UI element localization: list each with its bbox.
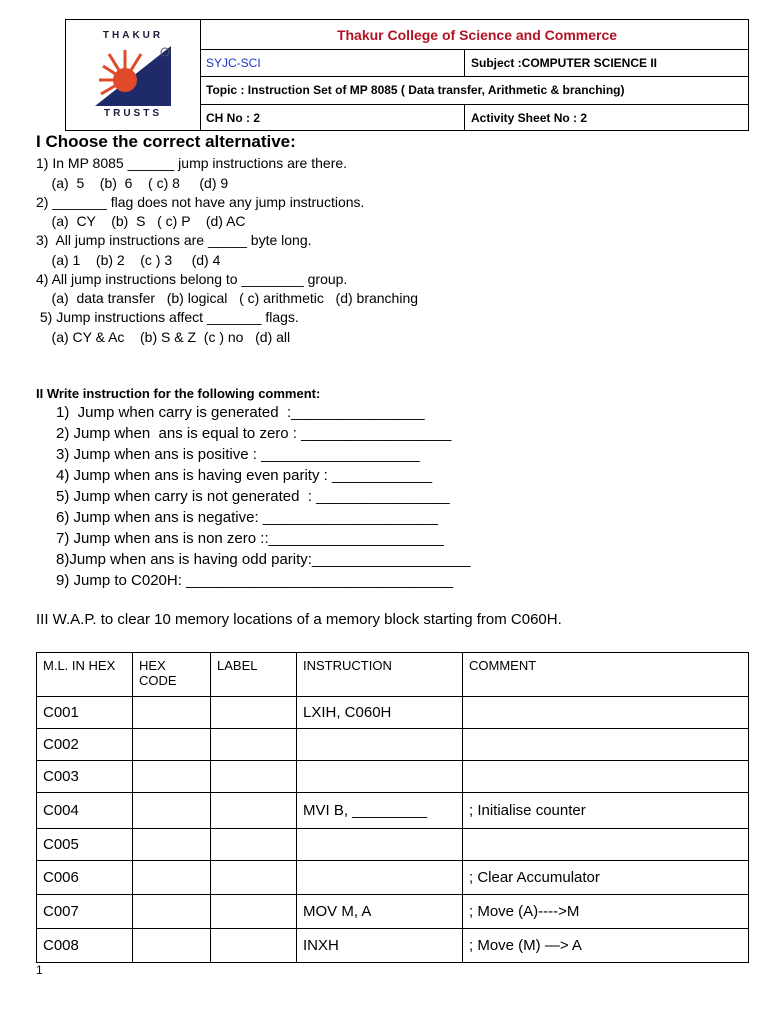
instruction-cell [297, 861, 463, 895]
section1-title: I Choose the correct alternative: [36, 132, 296, 151]
label-cell [211, 729, 297, 761]
instruction-cell: MVI B, _________ [297, 793, 463, 829]
comment-item: 2) Jump when ans is equal to zero : __________________ [56, 425, 452, 442]
instruction-cell [297, 729, 463, 761]
question-line: 3) All jump instructions are _____ byte long. [36, 232, 312, 248]
section2-title: II Write instruction for the following comment: [36, 386, 321, 401]
label-cell [211, 829, 297, 861]
ml-cell: C002 [37, 729, 133, 761]
comment-item: 7) Jump when ans is non zero ::_____________________ [56, 530, 444, 547]
label-cell [211, 895, 297, 929]
hex-cell [133, 729, 211, 761]
header-row-topic [200, 76, 748, 105]
table-row [37, 793, 749, 829]
logo-top-text: THAKUR [102, 30, 164, 41]
column-header: INSTRUCTION [297, 653, 463, 697]
header-row-title [200, 20, 748, 50]
instruction-cell: MOV M, A [297, 895, 463, 929]
column-header: M.L. IN HEX [37, 653, 133, 697]
comment-cell: ; Clear Accumulator [463, 861, 749, 895]
table-row [37, 861, 749, 895]
question-line: (a) CY (b) S ( c) P (d) AC [36, 213, 246, 229]
ml-cell: C007 [37, 895, 133, 929]
question-line: (a) 5 (b) 6 ( c) 8 (d) 9 [36, 175, 229, 191]
comment-cell [463, 729, 749, 761]
chapter-label: CH No : 2 [206, 110, 260, 125]
column-header: HEX CODE [133, 653, 211, 697]
label-cell [211, 793, 297, 829]
ml-cell: C008 [37, 929, 133, 963]
hex-cell [133, 697, 211, 729]
section3-title: III W.A.P. to clear 10 memory locations of a memory block starting from C060H. [36, 611, 562, 628]
comment-cell: ; Initialise counter [463, 793, 749, 829]
question-line: 5) Jump instructions affect _______ flags. [36, 309, 299, 325]
page-number: 1 [36, 963, 43, 977]
table-row [37, 697, 749, 729]
hex-cell [133, 861, 211, 895]
logo-bottom-text: TRUSTS [104, 108, 162, 119]
activity-label: Activity Sheet No : 2 [464, 104, 748, 131]
comment-cell [463, 697, 749, 729]
comment-cell [463, 761, 749, 793]
label-cell [211, 861, 297, 895]
comment-item: 9) Jump to C020H: ________________________________ [56, 572, 454, 589]
comment-item: 6) Jump when ans is negative: _____________________ [56, 509, 438, 526]
subject-label: Subject :COMPUTER SCIENCE II [464, 49, 748, 76]
comment-cell [463, 829, 749, 861]
hex-cell [133, 829, 211, 861]
question-line: 1) In MP 8085 ______ jump instructions are there. [36, 155, 348, 171]
ml-cell: C001 [37, 697, 133, 729]
ml-cell: C004 [37, 793, 133, 829]
column-header: LABEL [211, 653, 297, 697]
question-line: 2) _______ flag does not have any jump instructions. [36, 194, 365, 210]
label-cell [211, 761, 297, 793]
table-row [37, 929, 749, 963]
comment-item: 8)Jump when ans is having odd parity:___________________ [56, 551, 471, 568]
hex-cell [133, 761, 211, 793]
college-name: Thakur College of Science and Commerce [336, 26, 618, 43]
header-row-class [200, 49, 748, 77]
header-table [65, 19, 749, 131]
label-cell [211, 929, 297, 963]
question-line: 4) All jump instructions belong to ________ group. [36, 271, 348, 287]
comment-cell: ; Move (A)---->M [463, 895, 749, 929]
sun-logo-icon [95, 46, 171, 106]
label-cell [211, 697, 297, 729]
hex-cell [133, 895, 211, 929]
class-label: SYJC-SCI [206, 55, 261, 70]
table-row [37, 829, 749, 861]
table-row [37, 729, 749, 761]
hex-cell [133, 793, 211, 829]
table-row [37, 761, 749, 793]
column-header: COMMENT [463, 653, 749, 697]
instruction-cell [297, 761, 463, 793]
table-row [37, 895, 749, 929]
ml-cell: C005 [37, 829, 133, 861]
instruction-cell: LXIH, C060H [297, 697, 463, 729]
instruction-cell [297, 829, 463, 861]
comment-item: 3) Jump when ans is positive : ___________________ [56, 446, 420, 463]
comment-item: 4) Jump when ans is having even parity : ____________ [56, 467, 433, 484]
ml-cell: C006 [37, 861, 133, 895]
topic-label: Topic : Instruction Set of MP 8085 ( Data transfer, Arithmetic & branching) [206, 83, 625, 97]
question-line: (a) CY & Ac (b) S & Z (c ) no (d) all [36, 329, 291, 345]
ml-cell: C003 [37, 761, 133, 793]
thakur-trusts-logo [66, 20, 201, 130]
instruction-cell: INXH [297, 929, 463, 963]
comment-item: 1) Jump when carry is generated :________________ [56, 404, 425, 421]
comment-item: 5) Jump when carry is not generated : ________________ [56, 488, 450, 505]
question-line: (a) 1 (b) 2 (c ) 3 (d) 4 [36, 252, 221, 268]
table-header-row [37, 653, 749, 697]
header-row-chapter [200, 104, 748, 131]
program-table [36, 652, 749, 963]
comment-cell: ; Move (M) —> A [463, 929, 749, 963]
hex-cell [133, 929, 211, 963]
question-line: (a) data transfer (b) logical ( c) arithmetic (d) branching [36, 290, 419, 306]
